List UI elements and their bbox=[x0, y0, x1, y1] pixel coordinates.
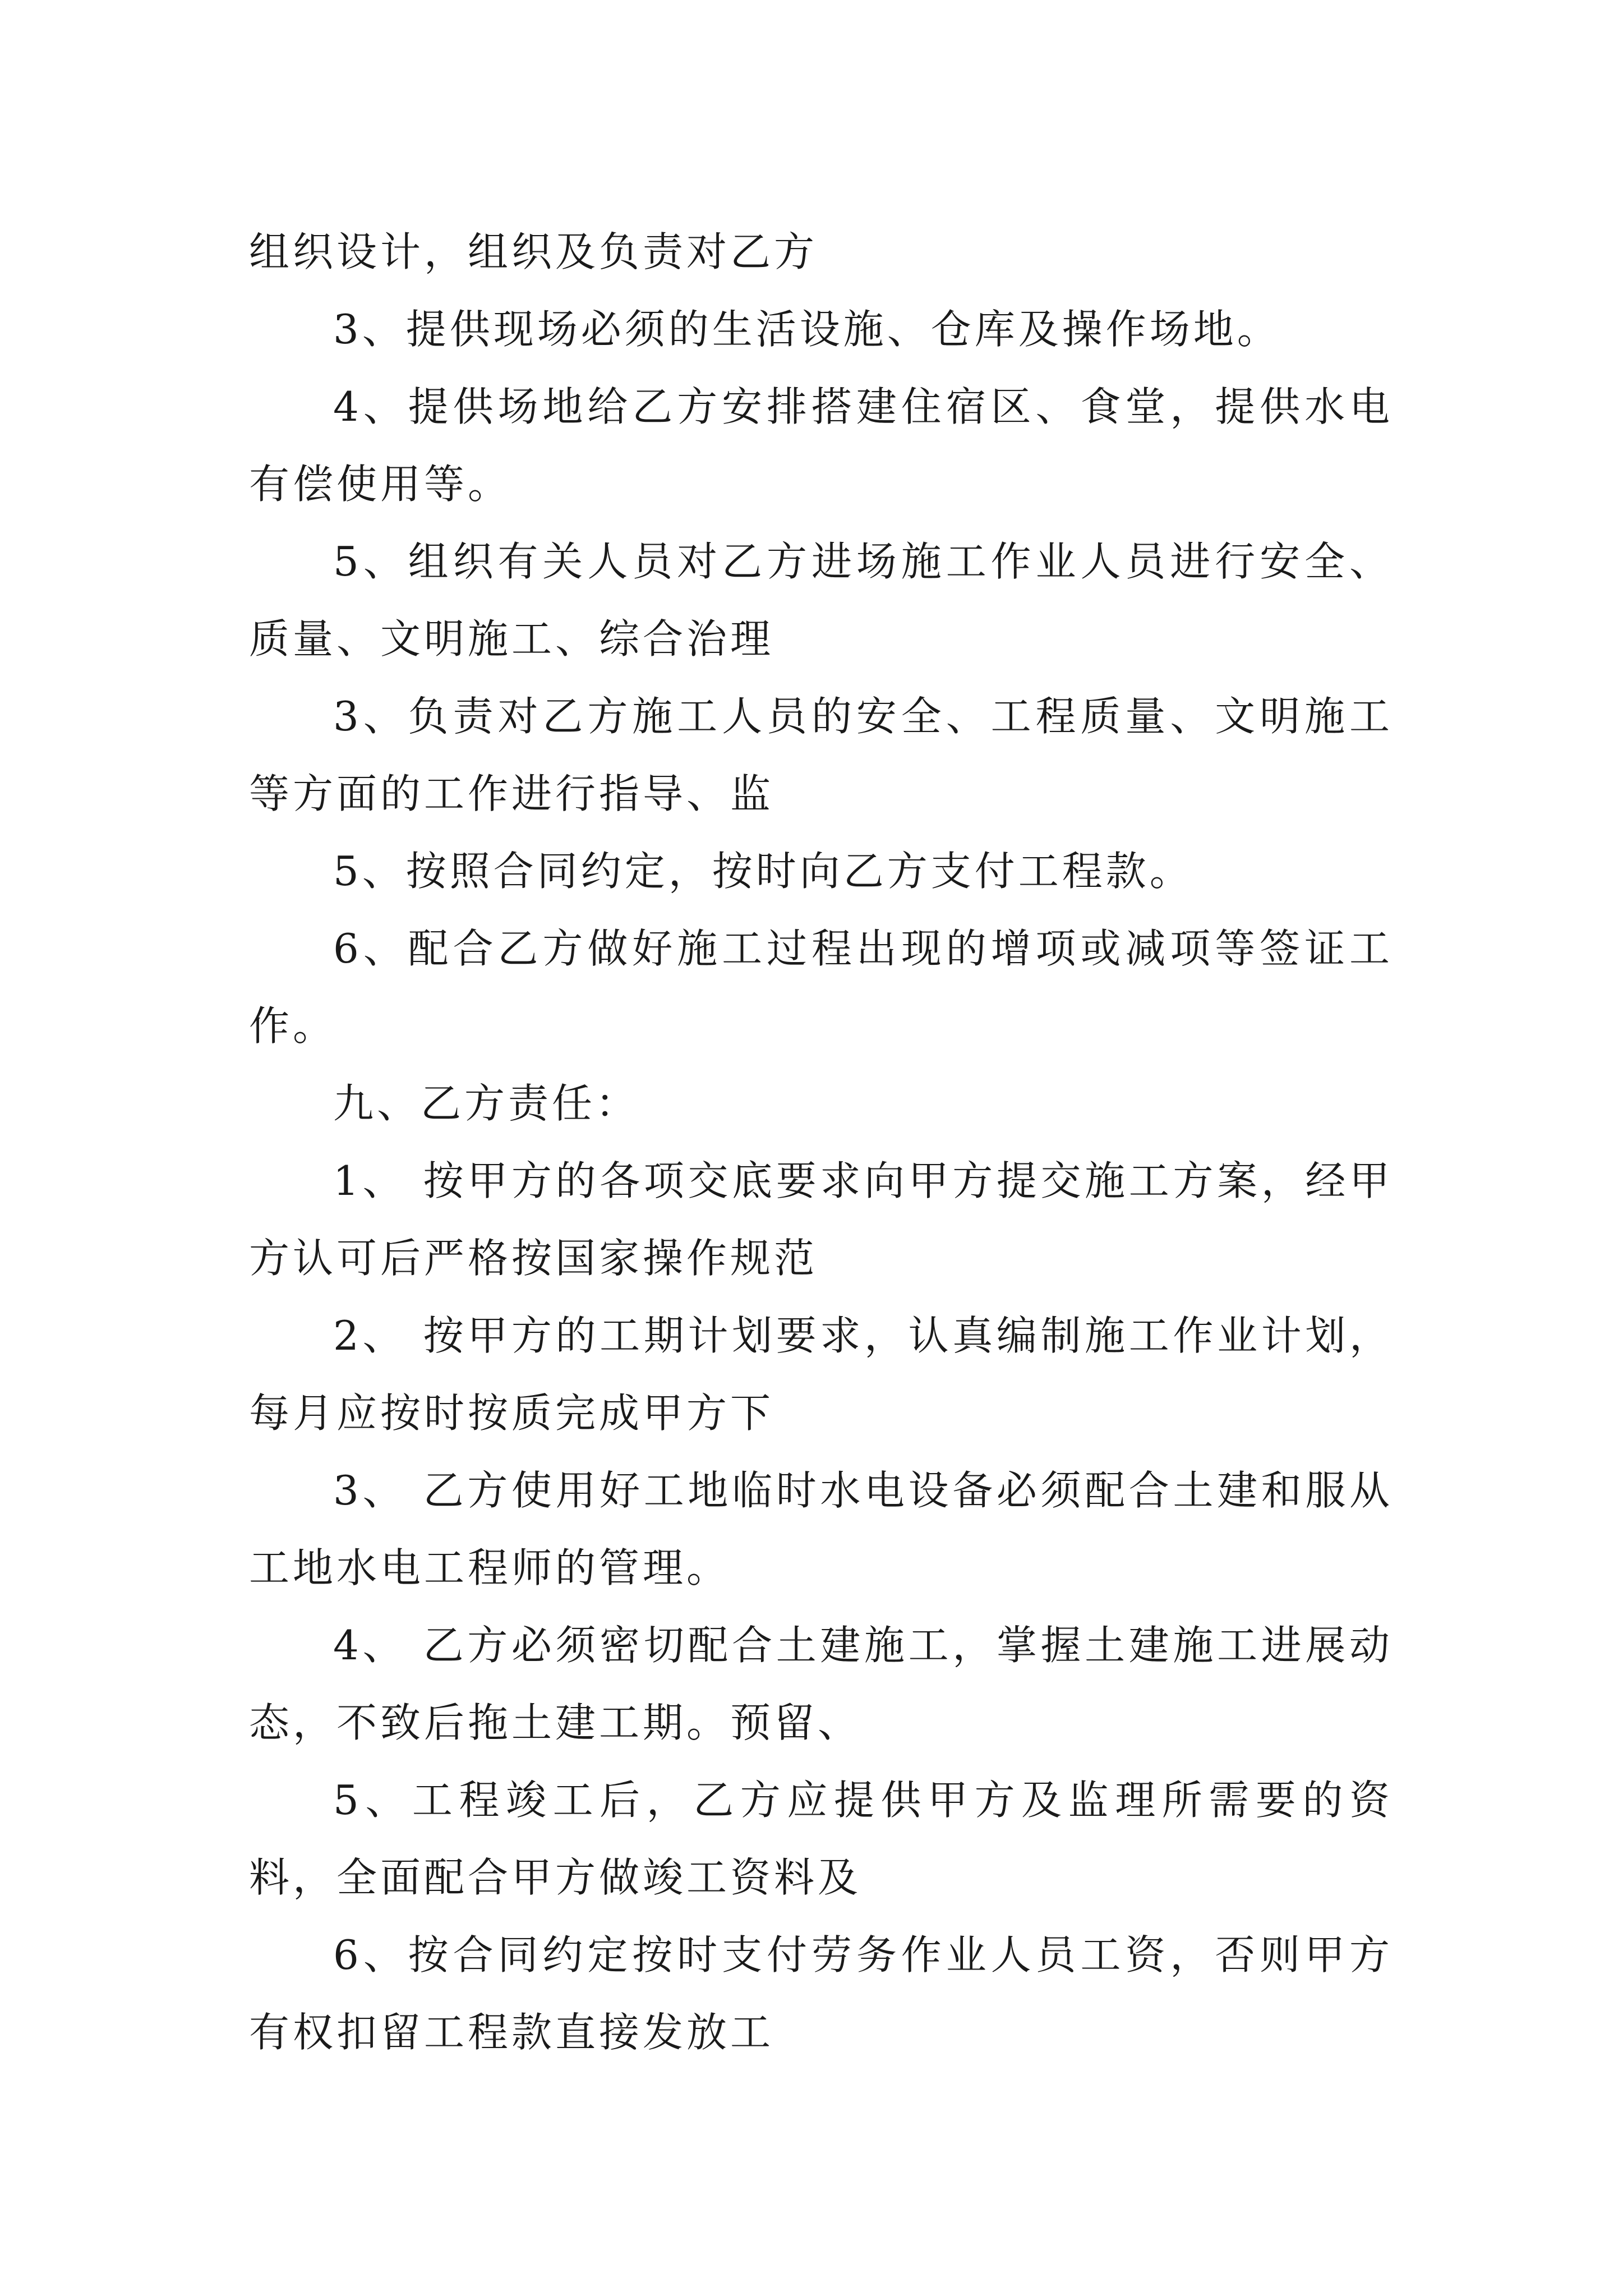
paragraph-item-5-payment: 5、按照合同约定，按时向乙方支付工程款。 bbox=[333, 848, 1193, 895]
paragraph-continuation: 组织设计，组织及负责对乙方 bbox=[249, 228, 818, 275]
paragraph-b-item-3: 3、 乙方使用好工地临时水电设备必须配合土建和服从工地水电工程师的管理。 bbox=[249, 1467, 1393, 1591]
paragraph-item-5-organize: 5、组织有关人员对乙方进场施工作业人员进行安全、质量、文明施工、综合治理 bbox=[249, 538, 1393, 662]
paragraph-item-6-cooperate: 6、配合乙方做好施工过程出现的增项或减项等签证工作。 bbox=[249, 925, 1393, 1050]
paragraph-b-item-4: 4、 乙方必须密切配合土建施工，掌握土建施工进展动态，不致后拖土建工期。预留、 bbox=[249, 1622, 1393, 1746]
paragraph-item-3-facilities: 3、提供现场必须的生活设施、仓库及操作场地。 bbox=[333, 306, 1281, 353]
section-heading-party-b: 九、乙方责任： bbox=[333, 1080, 640, 1127]
paragraph-b-item-6: 6、按合同约定按时支付劳务作业人员工资，否则甲方有权扣留工程款直接发放工 bbox=[249, 1931, 1393, 2056]
document-body bbox=[249, 213, 1393, 2071]
paragraph-b-item-2: 2、 按甲方的工期计划要求，认真编制施工作业计划，每月应按时按质完成甲方下 bbox=[249, 1312, 1393, 1437]
paragraph-b-item-5: 5、工程竣工后，乙方应提供甲方及监理所需要的资料，全面配合甲方做竣工资料及 bbox=[249, 1777, 1393, 1901]
paragraph-item-3-guidance: 3、负责对乙方施工人员的安全、工程质量、文明施工等方面的工作进行指导、监 bbox=[249, 693, 1393, 817]
paragraph-item-4-site: 4、提供场地给乙方安排搭建住宿区、食堂，提供水电有偿使用等。 bbox=[249, 383, 1393, 508]
paragraph-b-item-1: 1、 按甲方的各项交底要求向甲方提交施工方案，经甲方认可后严格按国家操作规范 bbox=[249, 1157, 1393, 1282]
